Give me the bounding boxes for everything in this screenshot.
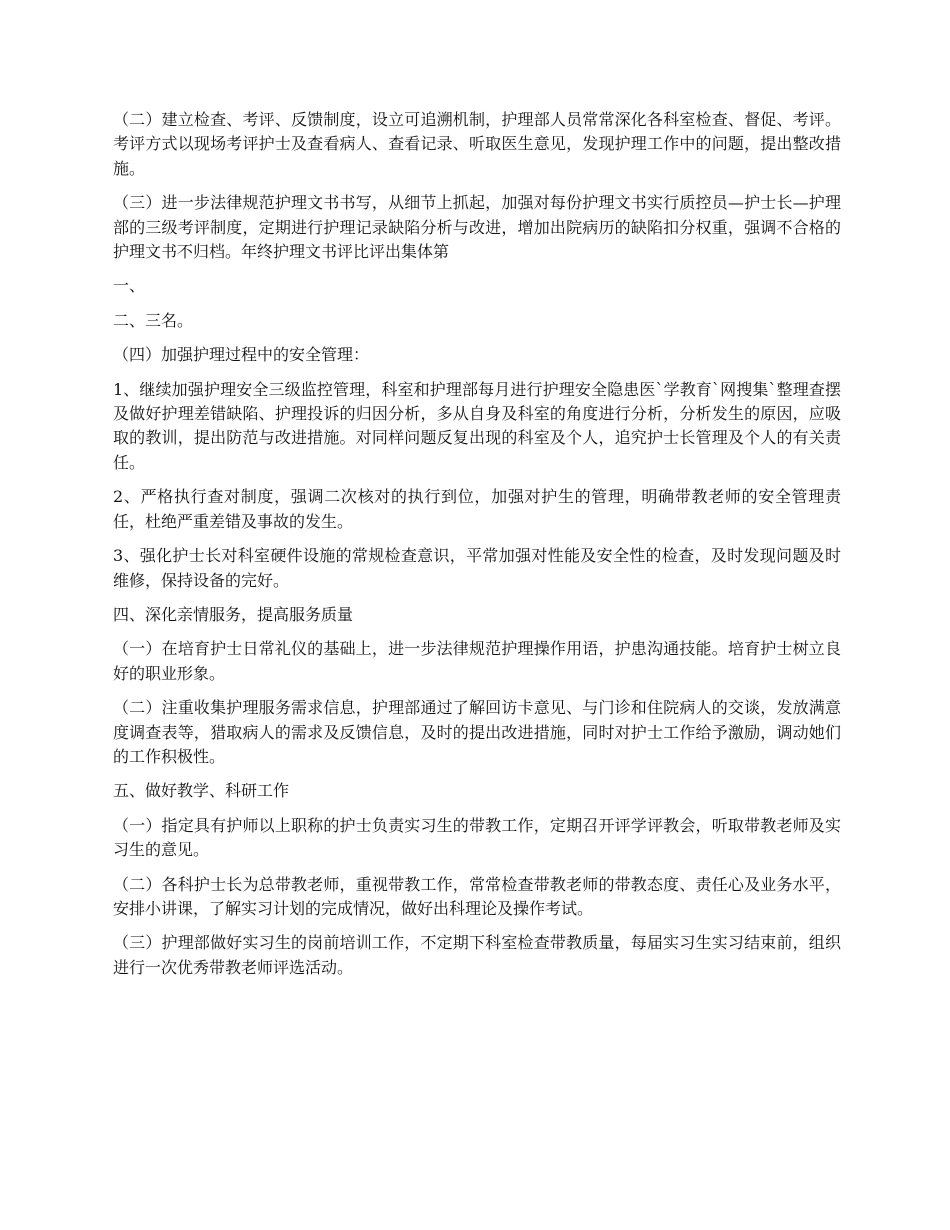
paragraph: （二）注重收集护理服务需求信息，护理部通过了解回访卡意见、与门诊和住院病人的交谈，发放满意度调查表等，猎取病人的需求及反馈信息，及时的提出改进措施，同时对护士工作给予激励，调动她们的工作积极性。 (113, 698, 841, 766)
paragraph: 1、继续加强护理安全三级监控管理，科室和护理部每月进行护理安全隐患医`学教育`网搜集`整理查摆及做好护理差错缺陷、护理投诉的归因分析，多从自身及科室的角度进行分析，分析发生的原因，应吸取的教训，提出防范与改进措施。对同样问题反复出现的科室及个人，追究护士长管理及个人的有关责任。 (113, 379, 841, 472)
paragraph: （三）进一步法律规范护理文书书写，从细节上抓起，加强对每份护理文书实行质控员—护士长—护理部的三级考评制度，定期进行护理记录缺陷分析与改进，增加出院病历的缺陷扣分权重，强调不合格的护理文书不归档。年终护理文书评比评出集体第 (113, 193, 841, 262)
paragraph: 二、三名。 (113, 310, 194, 330)
document-page (113, 108, 841, 990)
section-heading: 五、做好教学、科研工作 (113, 781, 290, 801)
paragraph: （二）各科护士长为总带教老师，重视带教工作，常常检查带教老师的带教态度、责任心及业务水平，安排小讲课，了解实习计划的完成情况，做好出科理论及操作考试。 (113, 874, 841, 918)
paragraph: 2、严格执行查对制度，强调二次核对的执行到位，加强对护生的管理，明确带教老师的安全管理责任，杜绝严重差错及事故的发生。 (113, 487, 841, 531)
paragraph: 一、 (113, 276, 146, 296)
paragraph: 3、强化护士长对科室硬件设施的常规检查意识，平常加强对性能及安全性的检查，及时发现问题及时维修，保持设备的完好。 (113, 546, 841, 590)
section-heading: 四、深化亲情服务，提高服务质量 (113, 604, 354, 624)
paragraph: （三）护理部做好实习生的岗前培训工作，不定期下科室检查带教质量，每届实习生实习结束前，组织进行一次优秀带教老师评选活动。 (113, 933, 841, 977)
paragraph: （二）建立检查、考评、反馈制度，设立可追溯机制，护理部人员常常深化各科室检查、督促、考评。考评方式以现场考评护士及查看病人、查看记录、听取医生意见，发现护理工作中的问题，提出整改措施。 (113, 110, 841, 178)
paragraph: （一）指定具有护师以上职称的护士负责实习生的带教工作，定期召开评学评教会，听取带教老师及实习生的意见。 (113, 815, 841, 860)
section-subheading: （四）加强护理过程中的安全管理： (113, 345, 370, 365)
paragraph: （一）在培育护士日常礼仪的基础上，进一步法律规范护理操作用语，护患沟通技能。培育护士树立良好的职业形象。 (113, 639, 841, 683)
